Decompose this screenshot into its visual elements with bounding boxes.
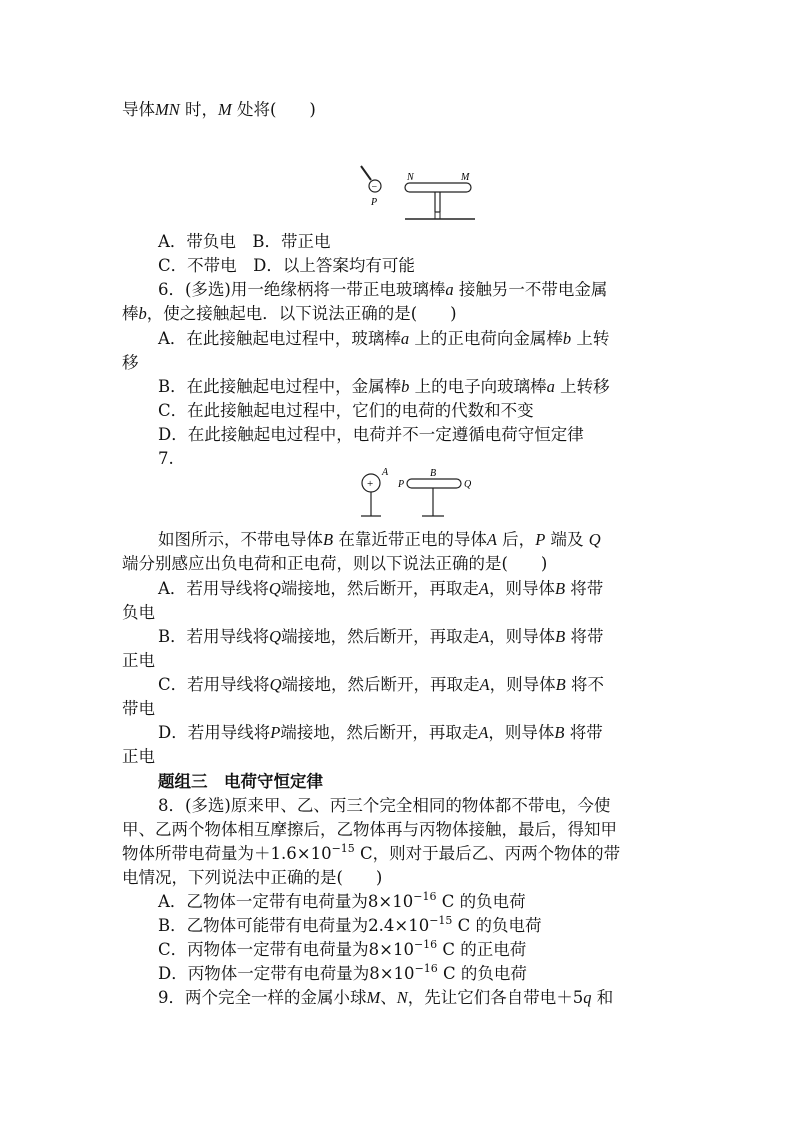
q8-option-b: B．乙物体可能带有电荷量为$2.4\times 10^{-15}$ C 的负电荷 — [158, 914, 542, 935]
figure-rod-on-stand — [355, 162, 485, 228]
minus-sign: − — [371, 182, 378, 193]
q5-options-ab: A．带负电 B．带正电 — [158, 232, 331, 251]
label-b: B — [430, 468, 437, 479]
q7-option-c: C．若用导线将Q端接地，然后断开，再取走A，则导体B 将不 — [158, 675, 604, 694]
q6-option-a: A．在此接触起电过程中，玻璃棒a 上的正电荷向金属棒b 上转 — [158, 329, 610, 348]
insulating-handle — [361, 166, 371, 180]
conductor-rod-nm — [405, 183, 471, 192]
q6-option-d: D．在此接触起电过程中，电荷并不一定遵循电荷守恒定律 — [158, 425, 584, 444]
q7-option-d-cont: 正电 — [122, 747, 155, 766]
q8-option-d: D．丙物体一定带有电荷量为$8\times 10^{-16}$ C 的负电荷 — [158, 962, 527, 983]
q7-stem: 如图所示，不带电导体B 在靠近带正电的导体A 后，P 端及 Q — [158, 530, 601, 549]
q8-option-c: C．丙物体一定带有电荷量为$8\times 10^{-16}$ C 的正电荷 — [158, 938, 527, 959]
plus-sign: + — [367, 478, 374, 490]
text-line: 导体MN 时，M 处将( ) — [122, 100, 316, 119]
label-m: M — [461, 172, 470, 183]
q7-option-c-cont: 带电 — [122, 699, 155, 718]
q6-option-a-cont: 移 — [122, 353, 139, 372]
q7-option-d: D．若用导线将P端接地，然后断开，再取走A，则导体B 将带 — [158, 723, 603, 742]
q8-stem-cont-1: 甲、乙两个物体相互摩擦后，乙物体再与丙物体接触，最后，得知甲 — [122, 820, 617, 839]
q6-option-b: B．在此接触起电过程中，金属棒b 上的电子向玻璃棒a 上转移 — [158, 377, 610, 396]
label-p: P — [371, 197, 378, 208]
q7-option-b-cont: 正电 — [122, 651, 155, 670]
q7-stem-cont: 端分别感应出负电荷和正电荷，则以下说法正确的是( ) — [122, 554, 548, 573]
q6-stem-cont: 棒b，使之接触起电．以下说法正确的是( ) — [122, 304, 457, 323]
q5-options-cd: C．不带电 D．以上答案均有可能 — [158, 256, 415, 275]
figure-induction — [355, 467, 485, 523]
q7-option-a: A．若用导线将Q端接地，然后断开，再取走A，则导体B 将带 — [158, 579, 604, 598]
section-heading: 题组三 电荷守恒定律 — [158, 772, 323, 791]
q7-option-a-cont: 负电 — [122, 603, 155, 622]
conductor-b — [407, 479, 461, 488]
label-a: A — [382, 467, 389, 478]
q9-stem: 9．两个完全一样的金属小球M、N，先让它们各自带电＋5q 和 — [158, 988, 614, 1007]
label-q: Q — [464, 479, 472, 490]
label-n: N — [407, 172, 414, 183]
q6-option-c: C．在此接触起电过程中，它们的电荷的代数和不变 — [158, 401, 534, 420]
label-p: P — [398, 479, 405, 490]
q7-option-b: B．若用导线将Q端接地，然后断开，再取走A，则导体B 将带 — [158, 627, 604, 646]
q8-stem-cont-3: 电情况，下列说法中正确的是( ) — [122, 868, 383, 887]
q8-option-a: A．乙物体一定带有电荷量为$8\times 10^{-16}$ C 的负电荷 — [158, 890, 526, 911]
q8-stem: 8．(多选)原来甲、乙、丙三个完全相同的物体都不带电，今使 — [158, 796, 611, 815]
q6-stem: 6．(多选)用一绝缘柄将一带正电玻璃棒a 接触另一不带电金属 — [158, 280, 608, 299]
q7-number: 7. — [158, 449, 174, 468]
q8-stem-cont-2: 物体所带电荷量为$+1.6\times 10^{-15}$ C，则对于最后乙、丙两个物体的带 — [122, 842, 621, 863]
